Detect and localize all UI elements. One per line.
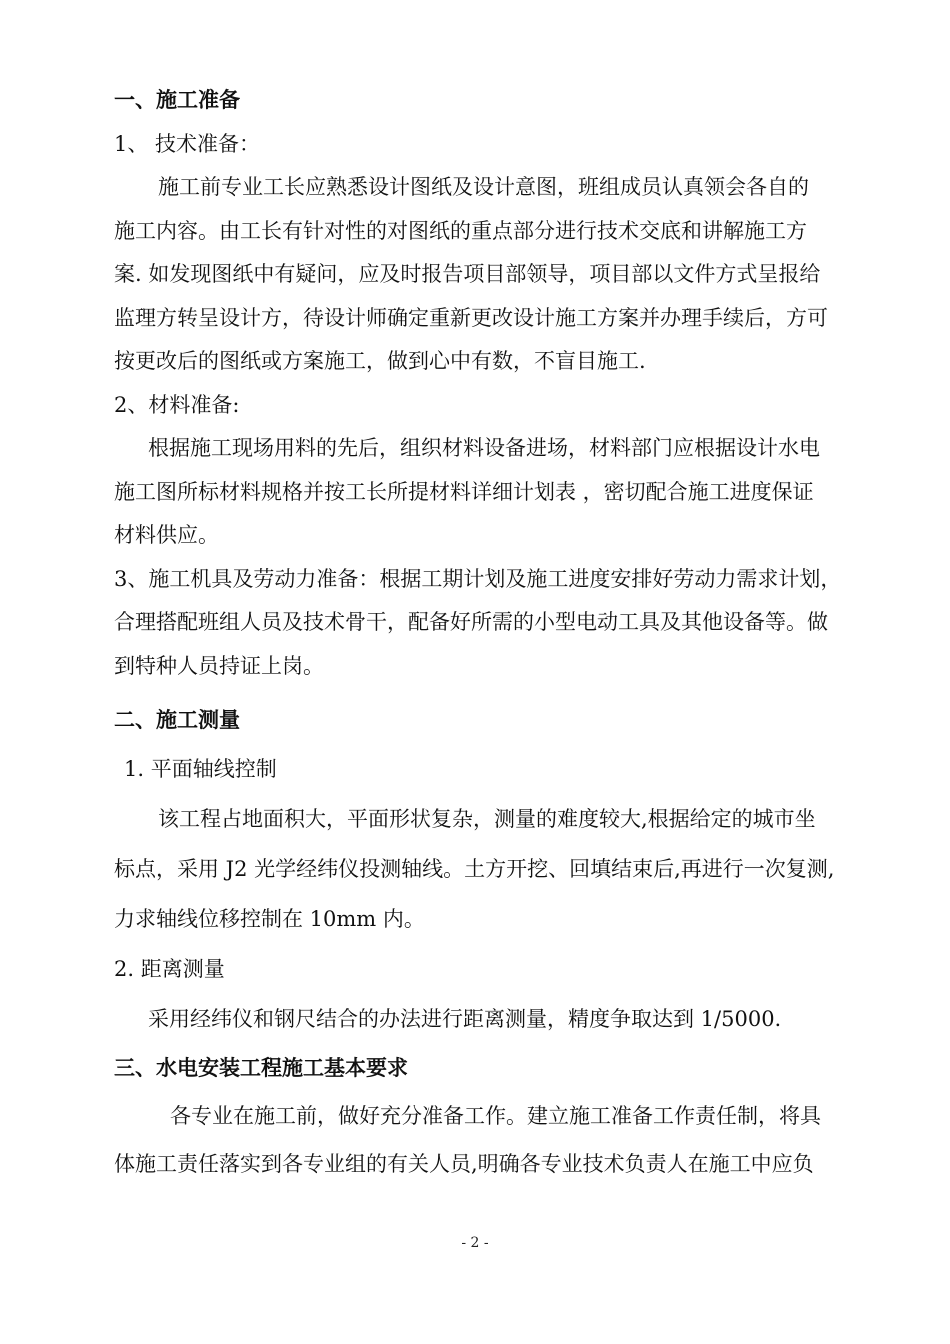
paragraph-line: 该工程占地面积大，平面形状复杂，测量的难度较大,根据给定的城市坐 (158, 807, 816, 831)
subheading-material-prep: 2、材料准备: (114, 393, 240, 417)
paragraph-line: 根据施工现场用料的先后，组织材料设备进场，材料部门应根据设计水电 (148, 436, 820, 460)
paragraph-line: 监理方转呈设计方，待设计师确定重新更改设计施工方案并办理手续后，方可 (114, 306, 828, 330)
paragraph-line: 力求轴线位移控制在 10mm 内。 (114, 907, 425, 931)
section-heading-3: 三、水电安装工程施工基本要求 (114, 1055, 408, 1080)
paragraph-line: 采用经纬仪和钢尺结合的办法进行距离测量，精度争取达到 1/5000. (148, 1007, 782, 1031)
paragraph-line: 各专业在施工前，做好充分准备工作。建立施工准备工作责任制，将具 (170, 1104, 821, 1128)
paragraph-line: 施工图所标材料规格并按工长所提材料详细计划表 ，密切配合施工进度保证 (114, 480, 814, 504)
paragraph-line: 体施工责任落实到各专业组的有关人员,明确各专业技术负责人在施工中应负 (114, 1152, 814, 1176)
paragraph-line: 标点，采用 J2 光学经纬仪投测轴线。土方开挖、回填结束后,再进行一次复测, (114, 857, 835, 881)
page-number: - 2 - (461, 1235, 489, 1251)
section-heading-1: 一、施工准备 (114, 87, 240, 112)
subheading-distance-measurement: 2. 距离测量 (114, 957, 225, 981)
paragraph-line: 施工前专业工长应熟悉设计图纸及设计意图，班组成员认真领会各自的 (158, 175, 809, 199)
subheading-axis-control: 1. 平面轴线控制 (124, 757, 277, 781)
paragraph-line: 施工内容。由工长有针对性的对图纸的重点部分进行技术交底和讲解施工方 (114, 219, 807, 243)
subheading-technical-prep: 1、 技术准备： (114, 132, 261, 156)
paragraph-line: 按更改后的图纸或方案施工，做到心中有数，不盲目施工. (114, 349, 646, 373)
paragraph-line: 到特种人员持证上岗。 (114, 654, 324, 678)
paragraph-line: 案. 如发现图纸中有疑问，应及时报告项目部领导，项目部以文件方式呈报给 (114, 262, 821, 286)
section-heading-2: 二、施工测量 (114, 707, 240, 732)
paragraph-line: 材料供应。 (114, 523, 219, 547)
subheading-equipment-labor-prep: 3、施工机具及劳动力准备：根据工期计划及施工进度安排好劳动力需求计划， (114, 567, 842, 591)
paragraph-line: 合理搭配班组人员及技术骨干，配备好所需的小型电动工具及其他设备等。做 (114, 610, 828, 634)
